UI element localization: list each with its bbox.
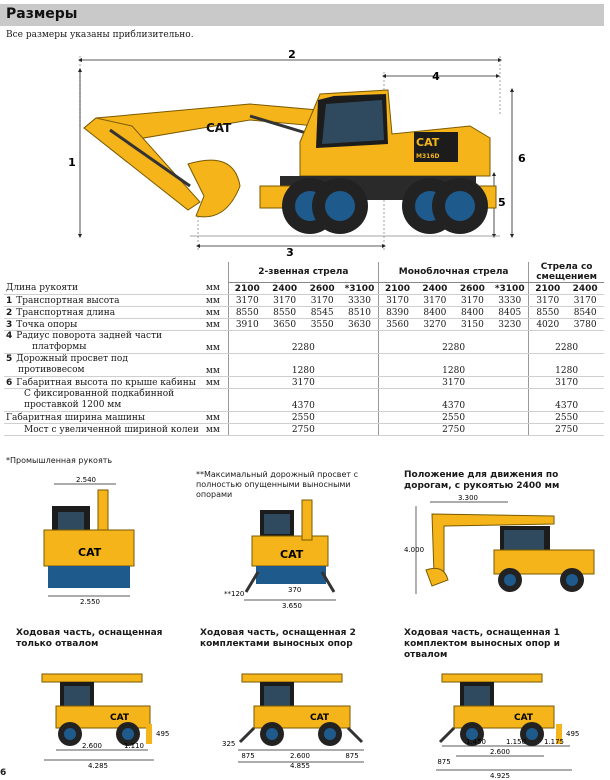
- front-view-standard-drawing: [34, 476, 146, 604]
- table-row: 5 Дорожный просвет под противовесом мм 1280 1280 1280: [4, 354, 604, 377]
- svg-text:CAT: CAT: [110, 713, 130, 723]
- footnote-industrial-stick: *Промышленная рукоять: [6, 456, 113, 465]
- table-row: 4 Радиус поворота задней части платформы мм 2280 2280 2280: [4, 331, 604, 354]
- svg-text:875: 875: [241, 752, 255, 760]
- svg-text:1.150: 1.150: [505, 738, 527, 746]
- stick-length-label: Длина рукояти: [4, 283, 204, 295]
- svg-text:2.600: 2.600: [81, 742, 103, 750]
- footnote-clearance: **Максимальный дорожный просвет с полностью опущенными выносными опорами: [196, 470, 359, 499]
- page-title: Размеры: [6, 6, 78, 22]
- dim-3-label: 3: [286, 246, 294, 258]
- dim-4-label: 4: [432, 70, 440, 83]
- main-excavator-drawing: [0, 46, 604, 258]
- svg-text:2.600: 2.600: [489, 748, 511, 756]
- svg-text:1.450: 1.450: [465, 738, 487, 746]
- svg-text:4.855: 4.855: [289, 762, 311, 768]
- dim-2-label: 2: [288, 48, 296, 61]
- table-row: С фиксированной подкабинной проставкой 1200 мм 4370 4370 4370: [4, 389, 604, 412]
- road-position-caption: Положение для движения по дорогам, с рукоятью 2400 мм: [404, 470, 560, 491]
- svg-text:325: 325: [222, 740, 236, 748]
- group-2-piece-boom: 2-звенная стрела: [228, 262, 378, 283]
- outrigger2-caption: Ходовая часть, оснащенная 2 комплектами выносных опор: [200, 628, 356, 649]
- table-row: Мост с увеличенной шириной колеи мм 2750 2750 2750: [4, 424, 604, 436]
- dim-1-label: 1: [68, 156, 76, 169]
- svg-text:4.000: 4.000: [404, 546, 425, 554]
- svg-text:2.540: 2.540: [75, 476, 97, 484]
- table-row: 2 Транспортная длина мм 8550 8550 8545 8510 8390 8400 8400 8405 8550 8540: [4, 307, 604, 319]
- road-position-drawing: [404, 494, 604, 600]
- svg-text:875: 875: [345, 752, 359, 760]
- svg-text:875: 875: [437, 758, 451, 766]
- boom-cat-logo: CAT: [206, 121, 232, 135]
- svg-text:3.300: 3.300: [457, 494, 479, 502]
- dim-5-label: 5: [498, 196, 506, 209]
- outrigger1-undercarriage-drawing: [420, 662, 600, 780]
- outrigger2-undercarriage-drawing: [220, 662, 380, 768]
- group-mono-boom: Моноблочная стрела: [379, 262, 529, 283]
- svg-text:1.175: 1.175: [543, 738, 565, 746]
- table-row: 3 Точка опоры мм 3910 3650 3550 3630 3560 3270 3150 3230 4020 3780: [4, 319, 604, 331]
- group-offset-boom: Стрела со смещением: [529, 262, 604, 283]
- svg-text:CAT: CAT: [280, 548, 304, 561]
- svg-text:**120: **120: [224, 590, 245, 598]
- svg-text:2.550: 2.550: [79, 598, 101, 604]
- section-header: [0, 4, 604, 26]
- table-row: 1 Транспортная высота мм 3170 3170 3170 3330 3170 3170 3170 3330 3170 3170: [4, 295, 604, 307]
- front-view-outriggers-drawing: [222, 496, 352, 608]
- svg-text:4.285: 4.285: [87, 762, 109, 768]
- dim-6-label: 6: [518, 152, 526, 165]
- svg-text:3.650: 3.650: [281, 602, 303, 608]
- cab-cat-logo: CAT: [416, 136, 440, 149]
- cab-model-label: M316D: [416, 153, 440, 160]
- dimensions-table: 2-звенная стрела Моноблочная стрела Стрела со смещением Длина рукояти мм 2100 2400 2600 *3100 2100 2400 2600 *3100 2100 2400 1 Транспортная высота мм 3170 3170 3170 3330 3170 3170 3170 3330 3170 3170 2 Транспортная длина мм 8550 8550 8545 8510 8390 8400 8400 8405 8550 8540 3 Точка опоры мм 3910 3650 3550 3630 3560 3270 3150 3230 4020 3780 4 Радиус поворота задней части платформы мм 2280 2280 2280 5 Дорожный просвет под противовесом мм 1280 1280 1280 6 Габаритная высота по крыше кабины мм 3170 3170 3170 С фиксированной подкабинной проставкой 1200 мм 4370 4370 4370 Габаритная ширина машины мм 2550 2550 2550 Мост с увеличенной шириной колеи мм 2750 2750 2750: [4, 262, 604, 436]
- svg-text:CAT: CAT: [310, 713, 330, 723]
- table-row: 6 Габаритная высота по крыше кабины мм 3170 3170 3170: [4, 377, 604, 389]
- svg-text:495: 495: [156, 730, 170, 738]
- svg-text:370: 370: [288, 586, 302, 594]
- page-number: 6: [0, 768, 7, 778]
- blade-undercarriage-drawing: [36, 662, 186, 768]
- svg-text:1.110: 1.110: [123, 742, 145, 750]
- svg-text:CAT: CAT: [78, 546, 102, 559]
- svg-text:4.925: 4.925: [489, 772, 511, 780]
- svg-text:2.600: 2.600: [289, 752, 311, 760]
- svg-text:CAT: CAT: [514, 713, 534, 723]
- svg-text:495: 495: [566, 730, 580, 738]
- outrigger1-caption: Ходовая часть, оснащенная 1 комплектом выносных опор и отвалом: [404, 628, 560, 660]
- subtitle: Все размеры указаны приблизительно.: [6, 30, 194, 40]
- blade-caption: Ходовая часть, оснащенная только отвалом: [16, 628, 163, 649]
- table-row: Габаритная ширина машины мм 2550 2550 2550: [4, 412, 604, 424]
